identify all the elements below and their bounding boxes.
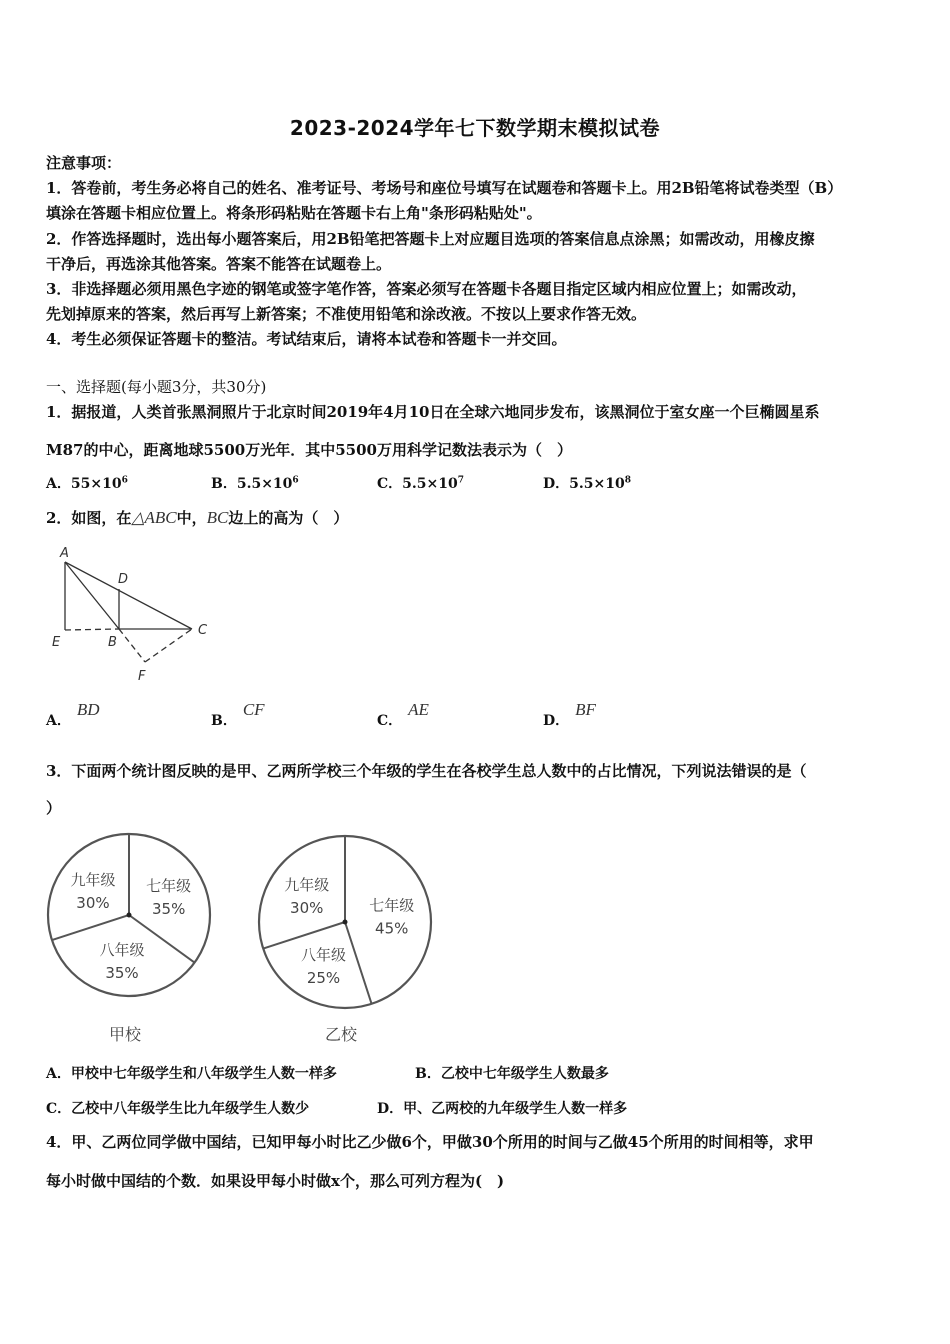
q1-option-d[interactable]: D．$5.5\times 10^8$ (543, 475, 631, 492)
pie-charts (40, 825, 450, 1050)
point-label-d: D (118, 572, 129, 587)
pie-slice-percent: 25% (306, 969, 341, 988)
notice-line: 4．考生必须保证答题卡的整洁。考试结束后，请将本试卷和答题卡一并交回。 (46, 330, 567, 348)
pie-slice-category: 八年级 (99, 941, 145, 960)
notice-line: 1．答卷前，考生务必将自己的姓名、准考证号、考场号和座位号填写在试题卷和答题卡上。用2B铅笔将试卷类型（B） (46, 179, 843, 197)
q2-option-a[interactable]: A．BD (46, 700, 100, 729)
q3-option-a[interactable]: A．甲校中七年级学生和八年级学生人数一样多 (46, 1066, 337, 1082)
pie-slice-percent: 35% (105, 964, 139, 983)
notice-heading: 注意事项： (46, 154, 122, 172)
pie-slice-category: 八年级 (301, 946, 347, 965)
notice-line: 2．作答选择题时，选出每小题答案后，用2B铅笔把答题卡上对应题目选项的答案信息点涂黑；如需改动，用橡皮擦 (46, 230, 815, 248)
pie-slice-boundary (263, 922, 345, 949)
pie-chart-yi (259, 836, 431, 1044)
q3-text-line2: ） (46, 799, 62, 817)
q3-text-line1: 3．下面两个统计图反映的是甲、乙两所学校三个年级的学生在各校学生总人数中的占比情况，下列说法错误的是（ (46, 762, 807, 780)
pie-slice-percent: 30% (76, 893, 110, 912)
q2-option-d[interactable]: D．BF (543, 700, 596, 729)
pie-slice-category: 七年级 (146, 876, 192, 895)
pie-slice-boundary (52, 915, 129, 940)
triangle-figure (40, 540, 230, 690)
q3-option-d[interactable]: D．甲、乙两校的九年级学生人数一样多 (377, 1101, 628, 1117)
q4-text-line1: 4．甲、乙两位同学做中国结，已知甲每小时比乙少做6个，甲做30个所用的时间与乙做45个所用的时间相等，求甲 (46, 1133, 814, 1151)
pie-slice-percent: 45% (375, 919, 409, 938)
q3-option-b[interactable]: B．乙校中七年级学生人数最多 (415, 1066, 609, 1082)
q2-option-b[interactable]: B．CF (211, 700, 265, 729)
q1-text-line1: 1．据报道，人类首张黑洞照片于北京时间2019年4月10日在全球六地同步发布，该黑洞位于室女座一个巨椭圆星系 (46, 403, 820, 421)
point-label-c: C (198, 623, 208, 638)
q2-option-c[interactable]: C．AE (377, 700, 429, 729)
pie-center-dot (127, 913, 132, 918)
q4-text-line2: 每小时做中国结的个数．如果设甲每小时做x个，那么可列方程为( ) (46, 1172, 505, 1190)
point-label-f: F (138, 669, 146, 684)
pie-slice-category: 九年级 (284, 876, 330, 895)
pie-slice-percent: 35% (152, 899, 186, 918)
pie-title: 甲校 (108, 1025, 142, 1044)
q1-text-line2: M87的中心，距离地球5500万光年．其中5500万用科学记数法表示为（ ） (46, 441, 572, 459)
notice-line: 干净后，再选涂其他答案。答案不能答在试题卷上。 (46, 255, 392, 273)
q3-option-c[interactable]: C．乙校中八年级学生比九年级学生人数少 (46, 1101, 310, 1117)
page-title: 2023-2024学年七下数学期末模拟试卷 (289, 116, 661, 140)
notice-line: 3．非选择题必须用黑色字迹的钢笔或签字笔作答，答案必须写在答题卡各题目指定区域内相应位置上；如需改动， (46, 280, 807, 298)
q1-option-c[interactable]: C．$5.5\times 10^7$ (377, 475, 464, 492)
pie-title: 乙校 (324, 1025, 358, 1044)
notice-line: 填涂在答题卡相应位置上。将条形码粘贴在答题卡右上角"条形码粘贴处"。 (46, 204, 542, 222)
point-label-b: B (108, 635, 117, 650)
q2-text: 2．如图，在△ABC中，BC边上的高为（ ） (46, 508, 349, 527)
q1-option-b[interactable]: B．$5.5\times 10^6$ (211, 475, 299, 492)
q1-option-a[interactable]: A．$55\times 10^6$ (46, 475, 128, 492)
pie-slice-boundary (345, 922, 372, 1004)
section-heading: 一、选择题(每小题3分，共30分) (46, 378, 267, 396)
point-label-a: A (60, 546, 69, 561)
point-label-e: E (52, 635, 61, 650)
notice-line: 先划掉原来的答案，然后再写上新答案；不准使用铅笔和涂改液。不按以上要求作答无效。 (46, 305, 647, 323)
pie-slice-category: 七年级 (369, 896, 415, 915)
pie-center-dot (343, 920, 348, 925)
pie-chart-jia (48, 834, 210, 1044)
pie-slice-category: 九年级 (70, 870, 116, 889)
pie-slice-percent: 30% (290, 899, 324, 918)
